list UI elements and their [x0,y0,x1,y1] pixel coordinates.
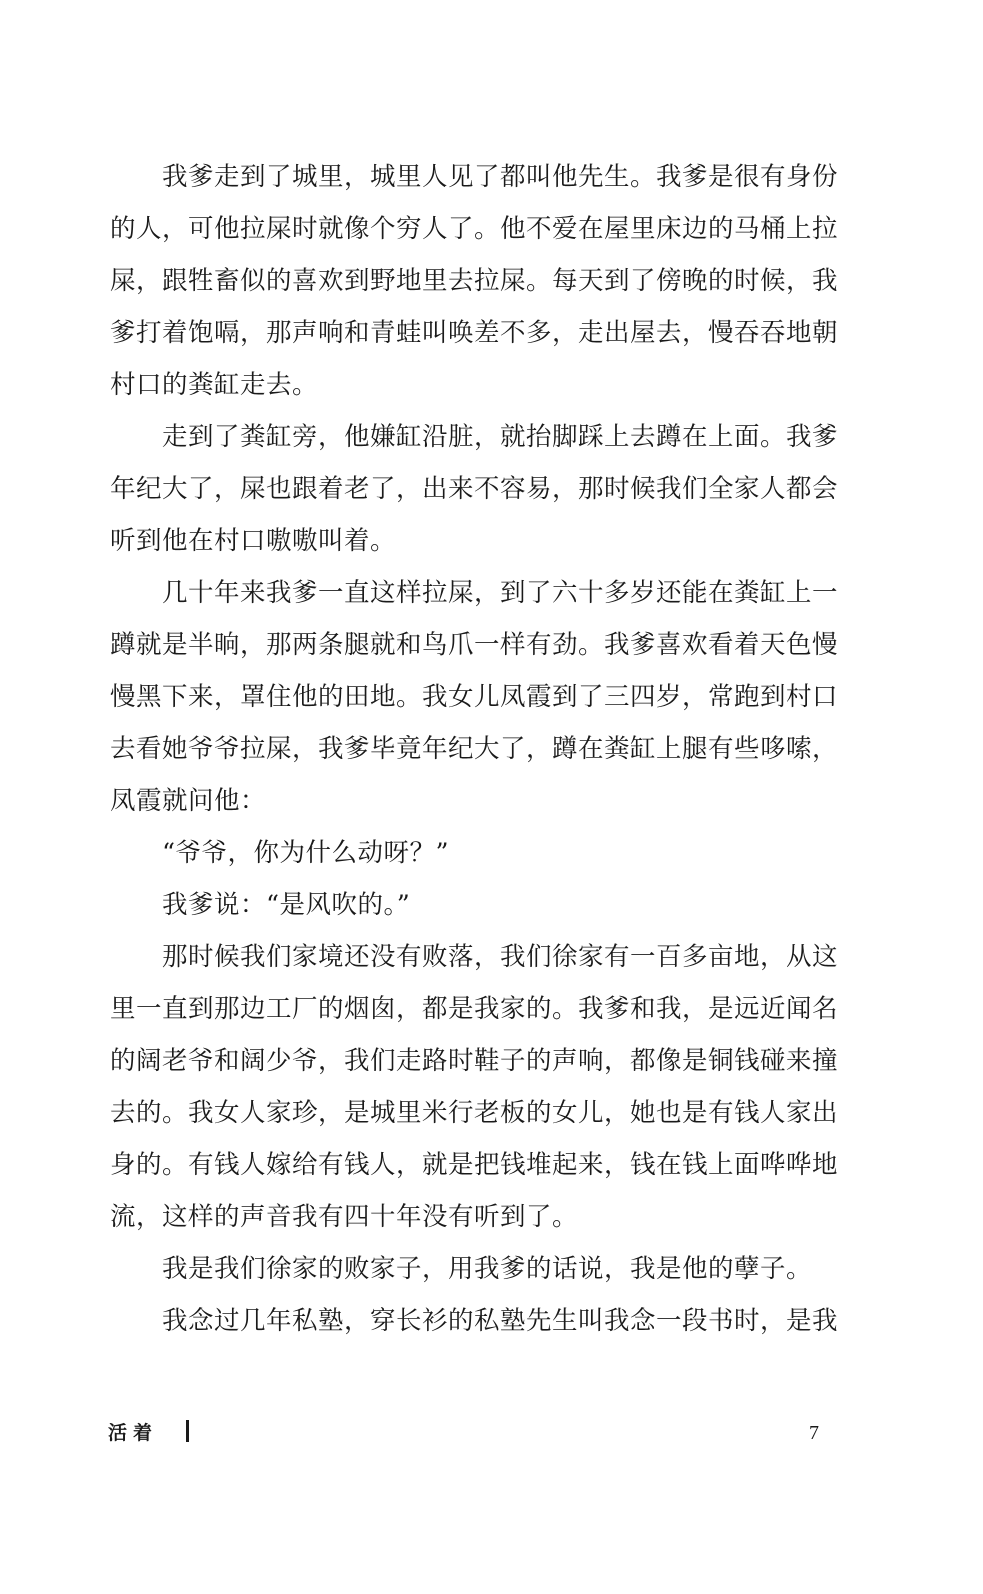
running-footer-title: 活着 [108,1422,159,1444]
text-line: 去的。我女人家珍，是城里米行老板的女儿，她也是有钱人家出 [110,1098,839,1128]
text-line: 那时候我们家境还没有败落，我们徐家有一百多亩地，从这 [162,942,839,972]
text-line: 凤霞就问他： [110,786,267,816]
text-line: 屎，跟牲畜似的喜欢到野地里去拉屎。每天到了傍晚的时候，我 [110,266,839,296]
text-line: 蹲就是半晌，那两条腿就和鸟爪一样有劲。我爹喜欢看着天色慢 [110,630,839,660]
text-line: 身的。有钱人嫁给有钱人，就是把钱堆起来，钱在钱上面哗哗地 [110,1150,839,1180]
text-line: 的人，可他拉屎时就像个穷人了。他不爱在屋里床边的马桶上拉 [110,214,839,244]
text-line: 慢黑下来，罩住他的田地。我女儿凤霞到了三四岁，常跑到村口 [110,682,839,712]
text-line: 走到了粪缸旁，他嫌缸沿脏，就抬脚踩上去蹲在上面。我爹 [162,422,839,452]
text-line: 听到他在村口嗷嗷叫着。 [110,526,397,556]
text-line: 年纪大了，屎也跟着老了，出来不容易，那时候我们全家人都会 [110,474,839,504]
text-line: 我爹走到了城里，城里人见了都叫他先生。我爹是很有身份 [162,162,839,192]
text-line: 几十年来我爹一直这样拉屎，到了六十多岁还能在粪缸上一 [162,578,839,608]
text-line: 流，这样的声音我有四十年没有听到了。 [110,1202,579,1232]
text-line: “爷爷，你为什么动呀？” [162,838,450,868]
page-number: 7 [809,1422,819,1444]
text-line: 我爹说：“是风吹的。” [162,890,411,920]
text-line: 爹打着饱嗝，那声响和青蛙叫唤差不多，走出屋去，慢吞吞地朝 [110,318,839,348]
text-line: 去看她爷爷拉屎，我爹毕竟年纪大了，蹲在粪缸上腿有些哆嗦， [110,734,839,764]
text-line: 的阔老爷和阔少爷，我们走路时鞋子的声响，都像是铜钱碰来撞 [110,1046,839,1076]
text-line: 里一直到那边工厂的烟囱，都是我家的。我爹和我，是远近闻名 [110,994,839,1024]
text-line: 我念过几年私塾，穿长衫的私塾先生叫我念一段书时，是我 [162,1306,839,1336]
footer-divider [186,1420,189,1442]
text-line: 我是我们徐家的败家子，用我爹的话说，我是他的孽子。 [162,1254,813,1284]
text-line: 村口的粪缸走去。 [110,370,319,400]
